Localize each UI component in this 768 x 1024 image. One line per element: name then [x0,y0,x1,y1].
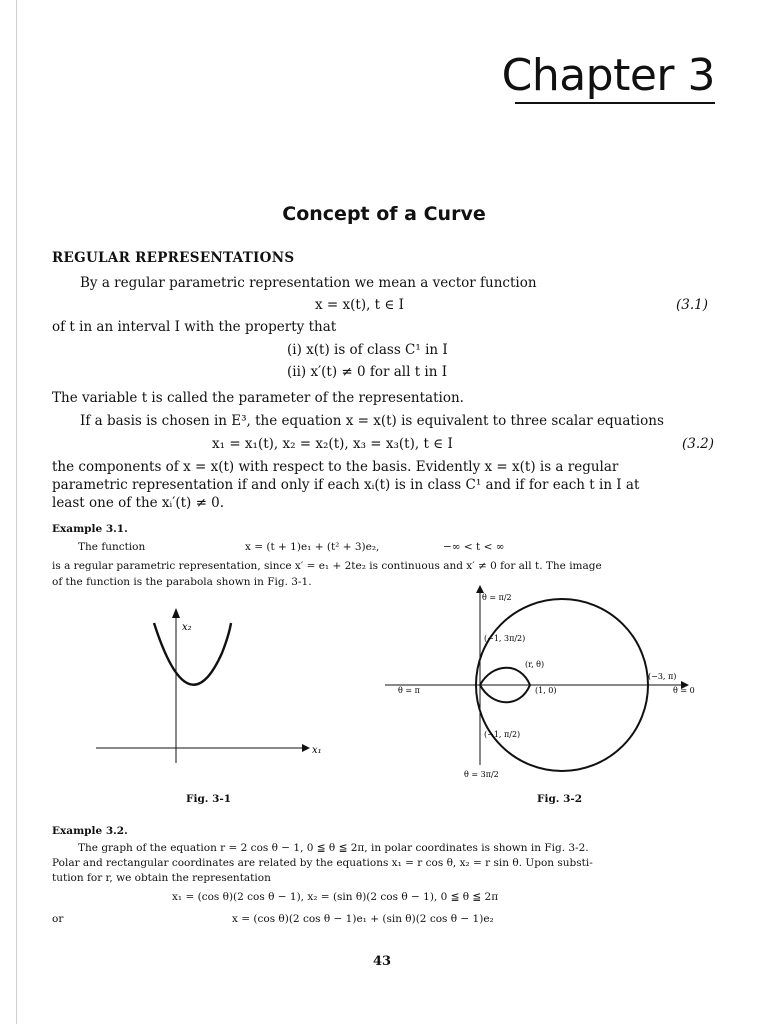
equation-3-1: x = x(t), t ∈ I [315,297,404,313]
label-point-r-theta: (r, θ) [525,660,545,669]
x2-axis-label: x₂ [182,622,192,633]
equation-3-1-number: (3.1) [676,297,709,313]
vertical-axis-arrowhead [476,585,484,593]
equation-3-2: x₁ = x₁(t), x₂ = x₂(t), x₃ = x₃(t), t ∈ I [212,436,453,452]
label-theta-pi: θ = π [398,686,420,695]
example-3-1-text-a: The function [78,541,146,553]
example-3-1-line3: of the function is the parabola shown in Fig. 3-1. [52,576,312,588]
figure-3-2-caption: Fig. 3-2 [537,793,583,805]
x1-axis-arrowhead [302,744,310,752]
label-point-minus1-pi-over-2: (−1, π/2) [484,730,521,739]
property-i: (i) x(t) is of class C¹ in I [287,342,448,358]
example-3-2-equation-a: x₁ = (cos θ)(2 cos θ − 1), x₂ = (sin θ)(2 cos θ − 1), 0 ≦ θ ≦ 2π [172,891,499,903]
example-3-2-or: or [52,913,64,925]
example-3-1-equation: x = (t + 1)e₁ + (t² + 3)e₂, [245,541,380,553]
equation-3-2-number: (3.2) [682,436,715,452]
figure-3-1-caption: Fig. 3-1 [186,793,232,805]
example-3-2-label: Example 3.2. [52,825,128,837]
paragraph-components-line2: parametric representation if and only if each xᵢ(t) is in class C¹ and if for each t in I at [52,477,640,493]
label-point-minus3-pi: (−3, π) [648,672,677,681]
figure-3-2 [380,585,720,785]
page-edge [16,0,17,1024]
paragraph-regular-representation: By a regular parametric representation we mean a vector function [80,275,537,291]
example-3-2-equation-b: x = (cos θ)(2 cos θ − 1)e₁ + (sin θ)(2 cos θ − 1)e₂ [232,913,494,925]
x2-axis-arrowhead [172,608,180,618]
paragraph-basis: If a basis is chosen in E³, the equation x = x(t) is equivalent to three scalar equations [80,413,664,429]
label-theta-0: θ = 0 [673,686,695,695]
chapter-rule [515,102,715,104]
chapter-title: Concept of a Curve [282,203,486,225]
property-ii: (ii) x′(t) ≠ 0 for all t in I [287,364,448,380]
section-heading: REGULAR REPRESENTATIONS [52,250,295,266]
example-3-2-line2: Polar and rectangular coordinates are related by the equations x₁ = r cos θ, x₂ = r sin θ. Upon substi- [52,857,593,869]
label-theta-3pi-over-2: θ = 3π/2 [464,770,499,779]
paragraph-components-line1: the components of x = x(t) with respect to the basis. Evidently x = x(t) is a regular [52,459,619,475]
paragraph-property: of t in an interval I with the property that [52,319,337,335]
example-3-1-label: Example 3.1. [52,523,128,535]
label-theta-pi-over-2: θ = π/2 [482,593,512,602]
label-point-minus1-3pi-over-2: (−1, 3π/2) [484,634,526,643]
paragraph-components-line3: least one of the xᵢ′(t) ≠ 0. [52,495,225,511]
example-3-1-line2: is a regular parametric representation, since x′ = e₁ + 2te₂ is continuous and x′ ≠ 0 for all t. The image [52,560,602,572]
page-number: 43 [373,954,392,969]
label-point-1-0: (1, 0) [535,686,557,695]
chapter-heading: Chapter 3 [501,50,715,101]
x1-axis-label: x₁ [312,745,322,756]
example-3-2-line3: tution for r, we obtain the representation [52,872,271,884]
figure-3-1 [80,605,340,765]
example-3-1-range: −∞ < t < ∞ [443,541,505,553]
parabola-curve [154,623,231,685]
paragraph-parameter: The variable t is called the parameter of the representation. [52,390,464,406]
example-3-2-line1: The graph of the equation r = 2 cos θ − 1, 0 ≦ θ ≦ 2π, in polar coordinates is shown in Fig. 3-2. [78,842,589,854]
